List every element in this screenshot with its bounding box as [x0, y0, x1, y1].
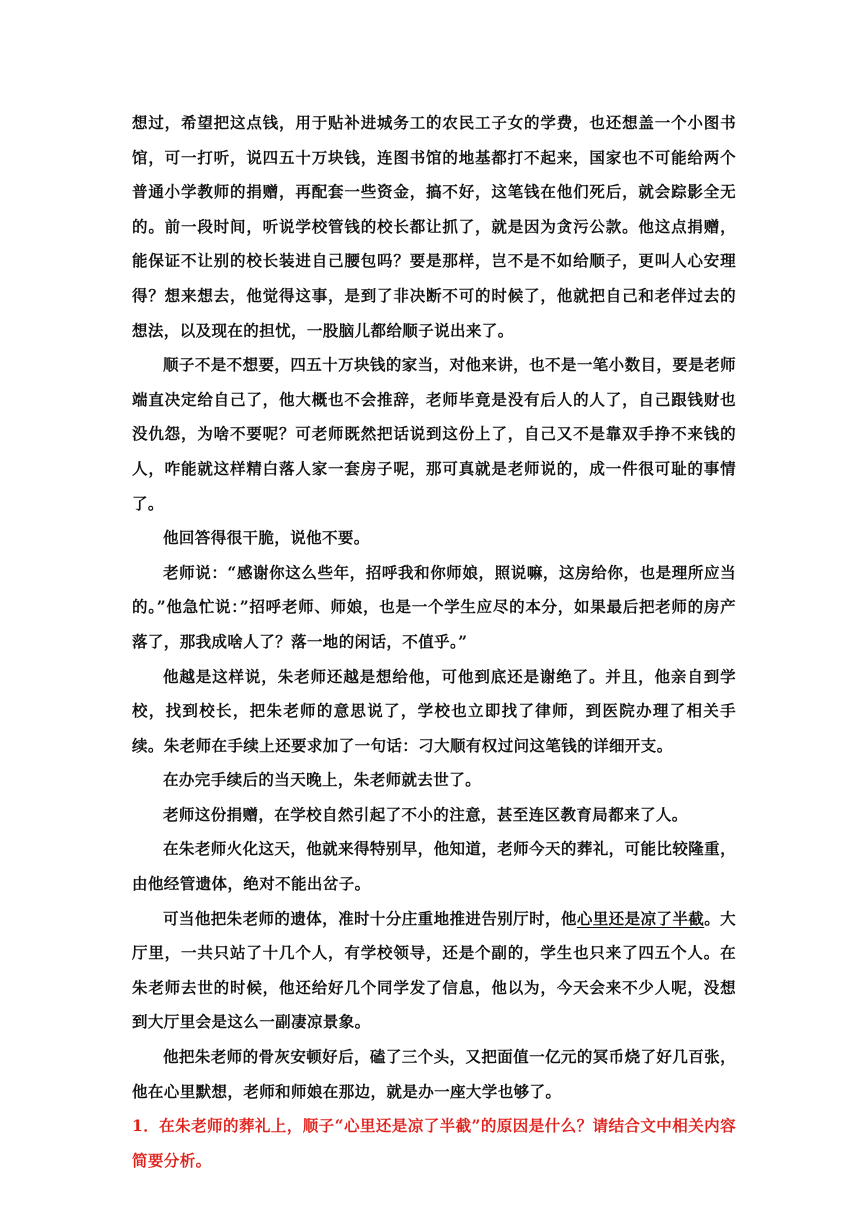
paragraph-10: 他把朱老师的骨灰安顿好后，磕了三个头，又把面值一亿元的冥币烧了好几百张，他在心里默想，老师和师娘在那边，就是办一座大学也够了。 [132, 1047, 736, 1101]
paragraph-1: 想过，希望把这点钱，用于贴补进城务工的农民工子女的学费，也还想盖一个小图书馆，可一打听，说四五十万块钱，连图书馆的地基都打不起来，国家也不可能给两个普通小学教师的捐赠，再配套一些资金，搞不好，这笔钱在他们死后，就会踪影全无的。前一段时间，听说学校管钱的校长都让抓了，就是因为贪污公款。他这点捐赠，能保证不让别的校长装进自己腰包吗？要是那样，岂不是不如给顺子，更叫人心安理得？想来想去，他觉得这事，是到了非决断不可的时候了，他就把自己和老伴过去的想法，以及现在的担忧，一股脑儿都给顺子说出来了。 [132, 113, 736, 340]
paragraph-5: 他越是这样说，朱老师还越是想给他，可他到底还是谢绝了。并且，他亲自到学校，找到校长，把朱老师的意思说了，学校也立即找了律师，到医院办理了相关手续。朱老师在手续上还要求加了一句话：刁大顺有权过问这笔钱的详细开支。 [132, 666, 736, 755]
paragraph-6: 在办完手续后的当天晚上，朱老师就去世了。 [163, 770, 482, 790]
paragraph-9-text-before: 可当他把朱老师的遗体，准时十分庄重地推进告别厅时，他 [163, 908, 577, 928]
paragraph-7: 老师这份捐赠，在学校自然引起了不小的注意，甚至连区教育局都来了人。 [163, 804, 688, 824]
paragraph-8: 在朱老师火化这天，他就来得特别早，他知道，老师今天的葬礼，可能比较隆重，由他经管遗体，绝对不能出岔子。 [132, 839, 736, 894]
paragraph-4: 老师说：“感谢你这么些年，招呼我和你师娘，照说嘛，这房给你，也是理所应当的。”他急忙说：”招呼老师、师娘，也是一个学生应尽的本分，如果最后把老师的房产落了，那我成啥人了？落一地的闲话，不值乎。” [132, 562, 736, 651]
paragraph-3: 他回答得很干脆，说他不要。 [163, 528, 370, 548]
paragraph-2: 顺子不是不想要，四五十万块钱的家当，对他来讲，也不是一笔小数目，要是老师端直决定给自己了，他大概也不会推辞，老师毕竟是没有后人的人了，自己跟钱财也没仇怨，为啥不要呢？可老师既然把话说到这份上了，自己又不是靠双手挣不来钱的人，咋能就这样精白落人家一套房子呢，那可真就是老师说的，成一件很可耻的事情了。 [132, 355, 736, 513]
question-1: 1．在朱老师的葬礼上，顺子“心里还是凉了半截”的原因是什么？请结合文中相关内容简要分析。 [132, 1116, 736, 1170]
document-body [132, 106, 736, 1178]
paragraph-9 [132, 902, 736, 1040]
paragraph-9-text-after: 。大厅里，一共只站了十几个人，有学校领导，还是个副的，学生也只来了四五个人。在朱老师去世的时候，他还给好几个同学发了信息，他以为，今天会来不少人呢，没想到大厅里会是这么一副凄凉景象。 [132, 908, 737, 1032]
underlined-phrase: 心里还是凉了半截 [576, 908, 705, 928]
